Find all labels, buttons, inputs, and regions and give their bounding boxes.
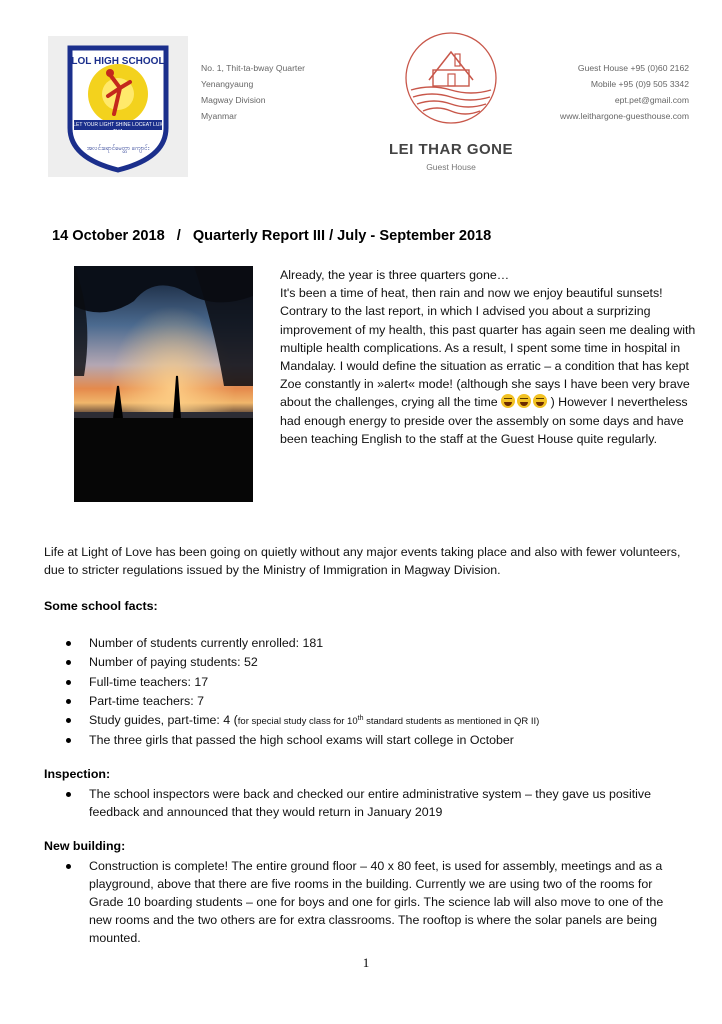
emoji-icon: [501, 394, 515, 408]
report-date: 14 October 2018: [52, 228, 165, 244]
laughing-tears-emoji-icon: [501, 394, 547, 408]
contact-mobile: Mobile +95 (0)9 505 3342: [590, 79, 689, 89]
sunset-image: [74, 266, 253, 502]
life-paragraph: Life at Light of Love has been going on quietly without any major events taking place and also with fewer volunteers, due to stricter regulations issued by the Ministry of Immigration in Magway Division.: [44, 545, 681, 577]
facts-list: [44, 634, 684, 751]
address-line: Myanmar: [201, 111, 237, 121]
list-item: The school inspectors were back and checked our entire administrative system – they gave us positive feedback and announced that they would return in January 2019: [44, 785, 684, 821]
contact-phone: Guest House +95 (0)60 2162: [577, 63, 689, 73]
emoji-icon: [533, 394, 547, 408]
intro-text: [280, 266, 700, 448]
school-motto: LET YOUR LIGHT SHINE LOCEAT LUX TUA: [73, 122, 163, 135]
contact-website: www.leithargone-guesthouse.com: [560, 111, 689, 121]
intro-line: Already, the year is three quarters gone…: [280, 268, 510, 282]
brand-name: LEI THAR GONE: [388, 141, 513, 158]
brand-subtitle: Guest House: [426, 162, 476, 172]
title-separator: /: [176, 228, 181, 244]
list-item: Construction is complete! The entire ground floor – 40 x 80 feet, is used for assembly, meetings and as a playground, above that there are five rooms in the building. Currently we are using two of the rooms for Grade 10 boarding students – one for boys and one for girls. The science lab will also move to one of the new rooms and the two others are for extra classrooms. The rooftop is where the solar panels are being mounted.: [44, 857, 684, 947]
address-line: Magway Division: [201, 95, 266, 105]
page-number: 1: [362, 955, 370, 970]
intro-health-text: Contrary to the last report, in which I advised you about a surprizing improvement of my health, this past quarter has again seen me dealing with multiple health complications. As a result, I spent some time in hospital in Mandalay. I would define the situation as erratic – a condition that has kept Zoe constantly in »alert« mode! (although she says I have been very brave about the challenges, crying all the time: [280, 304, 696, 410]
report-name: Quarterly Report III / July - September 2018: [192, 228, 492, 244]
report-title: [52, 228, 491, 244]
list-item: Number of paying students: 52: [44, 653, 684, 672]
new-building-heading: New building:: [44, 839, 126, 853]
contact-email: ept.pet@gmail.com: [614, 95, 689, 105]
study-note-post: standard students as mentioned in QR II): [363, 716, 540, 728]
intro-after-emoji: ) However I nevertheless had enough energy to preside over the assembly on some days and have been teaching English to the staff at the Guest House quite regularly.: [280, 395, 688, 446]
list-item: Full-time teachers: 17: [44, 673, 684, 692]
address-line: Yenangyaung: [201, 79, 254, 89]
list-item: Part-time teachers: 7: [44, 692, 684, 711]
sunset-photo: [74, 266, 253, 502]
study-note-sup: th: [357, 715, 364, 723]
school-crest-icon: [48, 36, 188, 177]
intro-line: It's been a time of heat, then rain and now we enjoy beautiful sunsets!: [280, 286, 663, 301]
inspection-heading: Inspection:: [44, 767, 111, 781]
house-waves-icon: [403, 30, 499, 126]
svg-text:LOL HIGH SCHOOL: LOL HIGH SCHOOL: [71, 56, 165, 67]
guesthouse-logo: [403, 30, 499, 126]
school-address: [201, 60, 305, 124]
contact-info: [560, 60, 689, 124]
list-item: Number of students currently enrolled: 181: [44, 634, 684, 653]
intro-paragraph: [280, 302, 700, 448]
study-guides-text: Study guides, part-time: 4 (: [89, 713, 238, 728]
facts-heading: Some school facts:: [44, 599, 158, 613]
list-item: The three girls that passed the high school exams will start college in October: [44, 731, 684, 750]
school-logo: [48, 36, 188, 177]
study-note-pre: for special study class for 10: [237, 716, 358, 728]
study-note: [238, 716, 540, 727]
list-item: [44, 711, 684, 731]
new-building-list: [44, 857, 684, 947]
emoji-icon: [517, 394, 531, 408]
inspection-list: [44, 785, 684, 821]
school-name-burmese: အလင်းရောင်မေတ္တာ ကျောင်း: [86, 146, 150, 152]
address-line: No. 1, Thit-ta-bway Quarter: [201, 63, 305, 73]
